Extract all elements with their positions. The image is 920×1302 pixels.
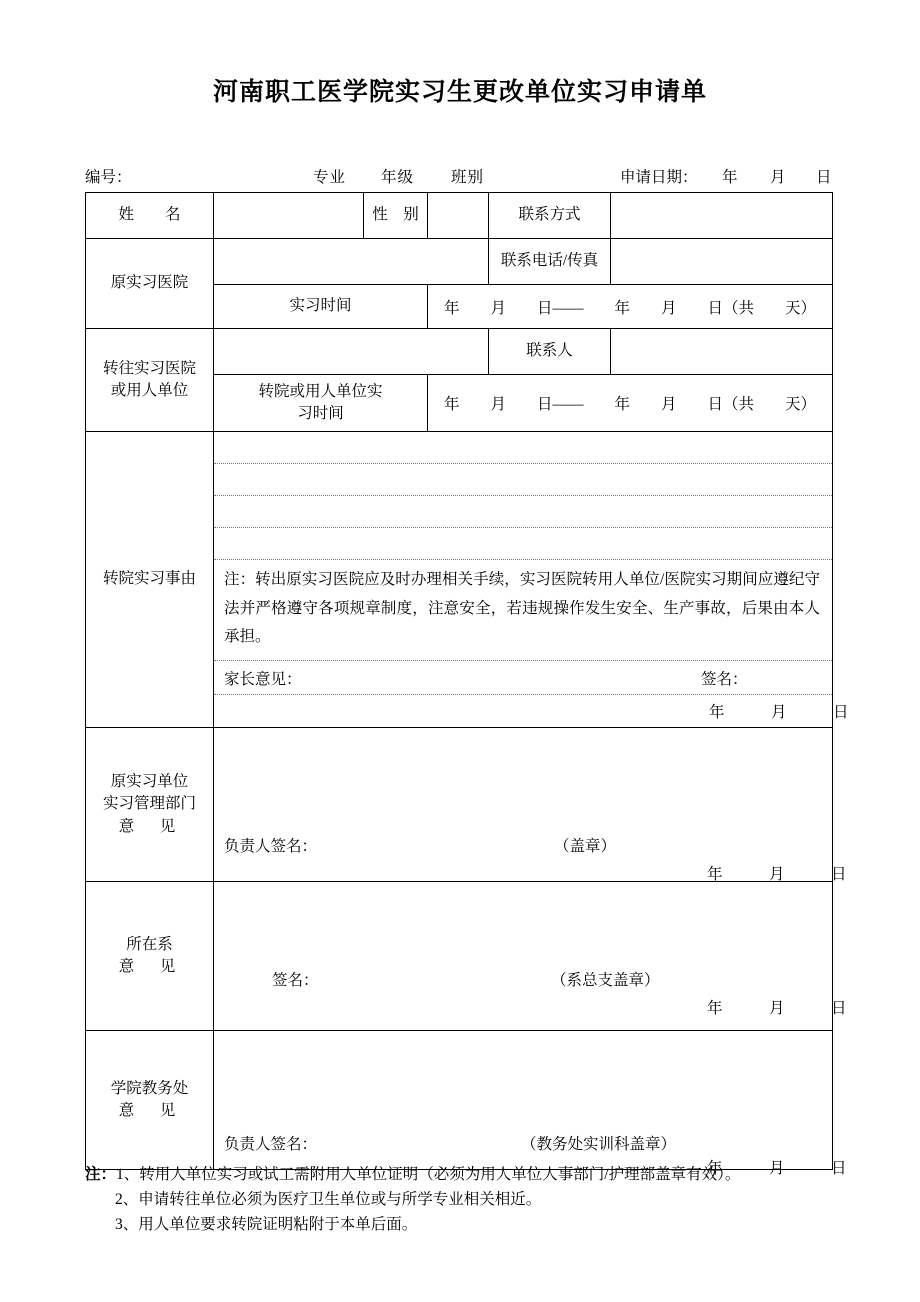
transfer-period-label-cell	[214, 375, 428, 432]
dept-opinion-label-line1: 所在系	[126, 935, 173, 953]
transfer-period-label-line1: 转院或用人单位实	[258, 382, 383, 400]
orig-dept-signature-label: 负责人签名：	[224, 838, 318, 856]
footer-note-3-row	[85, 1212, 875, 1237]
apply-date-year: 年	[722, 169, 738, 186]
apply-date-day: 日	[816, 169, 832, 186]
parent-date-row	[214, 695, 849, 727]
transfer-unit-label-line2: 或用人单位	[110, 382, 189, 399]
footer-note-1-row	[85, 1162, 875, 1187]
apply-date-label: 申请日期：	[620, 169, 698, 186]
name-label-cell	[86, 193, 214, 239]
dept-opinion-label-line2: 意 见	[118, 958, 181, 976]
transfer-period-label-line2: 习时间	[297, 405, 344, 422]
reason-label: 转院实习事由	[102, 570, 196, 588]
reason-line[interactable]	[214, 432, 832, 464]
reason-line[interactable]	[214, 464, 832, 496]
phone-fax-label-cell	[489, 239, 611, 285]
dept-seal-label: （系总支盖章）	[551, 972, 660, 990]
table-row-orig-hospital-name	[86, 239, 833, 285]
contact-label: 联系方式	[518, 206, 581, 224]
footer-note-2-row	[85, 1187, 875, 1212]
orig-dept-opinion-area[interactable]	[214, 728, 847, 884]
reason-writing-lines[interactable]	[214, 432, 832, 560]
academic-office-label-line1: 学院教务处	[110, 1079, 189, 1097]
orig-dept-opinion-label-line2: 实习管理部门	[102, 795, 196, 813]
reason-line[interactable]	[214, 528, 832, 560]
footer-note-3: 3、用人单位要求转院证明粘附于本单后面。	[115, 1216, 418, 1234]
contact-label-cell	[489, 193, 611, 239]
orig-hospital-label-cell	[86, 239, 214, 329]
orig-dept-opinion-label-line1: 原实习单位	[110, 772, 189, 790]
dept-signature-label: 签名：	[272, 972, 319, 990]
academic-office-label-cell	[86, 1031, 214, 1170]
class-label: 班别	[451, 169, 485, 186]
contact-person-label: 联系人	[526, 342, 573, 360]
footer-notes	[85, 1162, 875, 1237]
dept-opinion-area[interactable]	[214, 882, 847, 1030]
orig-dept-opinion-content-cell[interactable]	[214, 728, 847, 884]
transfer-unit-value-cell[interactable]	[214, 329, 489, 375]
phone-fax-value-cell[interactable]	[611, 239, 833, 285]
gender-value-cell[interactable]	[428, 193, 489, 239]
dept-date: 年 月 日	[707, 1000, 847, 1018]
major-label: 专业	[313, 169, 347, 186]
table-row-reason	[86, 432, 833, 728]
contact-person-label-cell	[489, 329, 611, 375]
footer-note-1: 1、转用人单位实习或试工需附用人单位证明（必须为用人单位人事部门/护理部盖章有效）。	[116, 1166, 741, 1183]
intern-period-label-cell	[214, 285, 428, 329]
reason-label-cell	[86, 432, 214, 728]
transfer-unit-label-cell	[86, 329, 214, 432]
grade-label: 年级	[381, 169, 415, 186]
meta-line	[85, 165, 832, 187]
academic-office-label-line2: 意 见	[118, 1102, 181, 1120]
table-row-dept-opinion	[86, 882, 833, 1031]
academic-office-seal-label: （教务处实训科盖章）	[521, 1136, 677, 1154]
orig-hospital-value-cell[interactable]	[214, 239, 489, 285]
table-row-orig-dept-opinion	[86, 728, 833, 882]
contact-value-cell[interactable]	[611, 193, 833, 239]
page-title: 河南职工医学院实习生更改单位实习申请单	[212, 79, 707, 106]
name-value-cell[interactable]	[214, 193, 364, 239]
transfer-period-value-cell[interactable]	[428, 375, 833, 432]
transfer-period-date-range: 年 月 日—— 年 月 日（共 天）	[443, 396, 816, 413]
transfer-unit-label-line1: 转往实习医院	[102, 359, 196, 377]
parent-opinion-label: 家长意见：	[224, 671, 302, 689]
intern-period-value-cell[interactable]	[428, 285, 833, 329]
parent-opinion-row[interactable]	[214, 661, 832, 695]
table-row-identity	[86, 193, 833, 239]
parent-date: 年 月 日	[709, 704, 849, 722]
gender-label-cell	[364, 193, 428, 239]
orig-dept-date: 年 月 日	[707, 866, 847, 884]
footer-note-head: 注：	[85, 1166, 117, 1183]
gender-label: 性 别	[372, 206, 419, 224]
contact-person-value-cell[interactable]	[611, 329, 833, 375]
orig-dept-opinion-label-cell	[86, 728, 214, 882]
academic-office-date: 年 月 日	[707, 1160, 847, 1178]
reason-note-paragraph: 注：转出原实习医院应及时办理相关手续，实习医院转用人单位/医院实习期间应遵纪守法并严格遵守各项规章制度，注意安全，若违规操作发生安全、生产事故，后果由本人承担。	[214, 560, 832, 661]
orig-hospital-label: 原实习医院	[110, 274, 189, 292]
phone-fax-label: 联系电话/传真	[500, 252, 599, 270]
reason-content-cell	[214, 432, 849, 728]
dept-opinion-label-cell	[86, 882, 214, 1031]
reason-line[interactable]	[214, 496, 832, 528]
parent-signature-label: 签名：	[701, 671, 748, 689]
orig-dept-opinion-label-line3: 意 见	[118, 817, 181, 835]
table-row-academic-office-opinion	[86, 1031, 833, 1170]
form-number-label: 编号：	[85, 169, 132, 186]
intern-period-label: 实习时间	[289, 297, 352, 315]
footer-note-2: 2、申请转往单位必须为医疗卫生单位或与所学专业相关相近。	[115, 1191, 542, 1209]
name-label: 姓 名	[118, 206, 181, 224]
orig-dept-seal-label: （盖章）	[554, 838, 617, 856]
apply-date-month: 月	[770, 169, 786, 186]
dept-opinion-content-cell[interactable]	[214, 882, 847, 1031]
table-row-transfer-unit-name	[86, 329, 833, 375]
intern-period-date-range: 年 月 日—— 年 月 日（共 天）	[443, 299, 816, 317]
academic-office-signature-label: 负责人签名：	[224, 1136, 318, 1154]
